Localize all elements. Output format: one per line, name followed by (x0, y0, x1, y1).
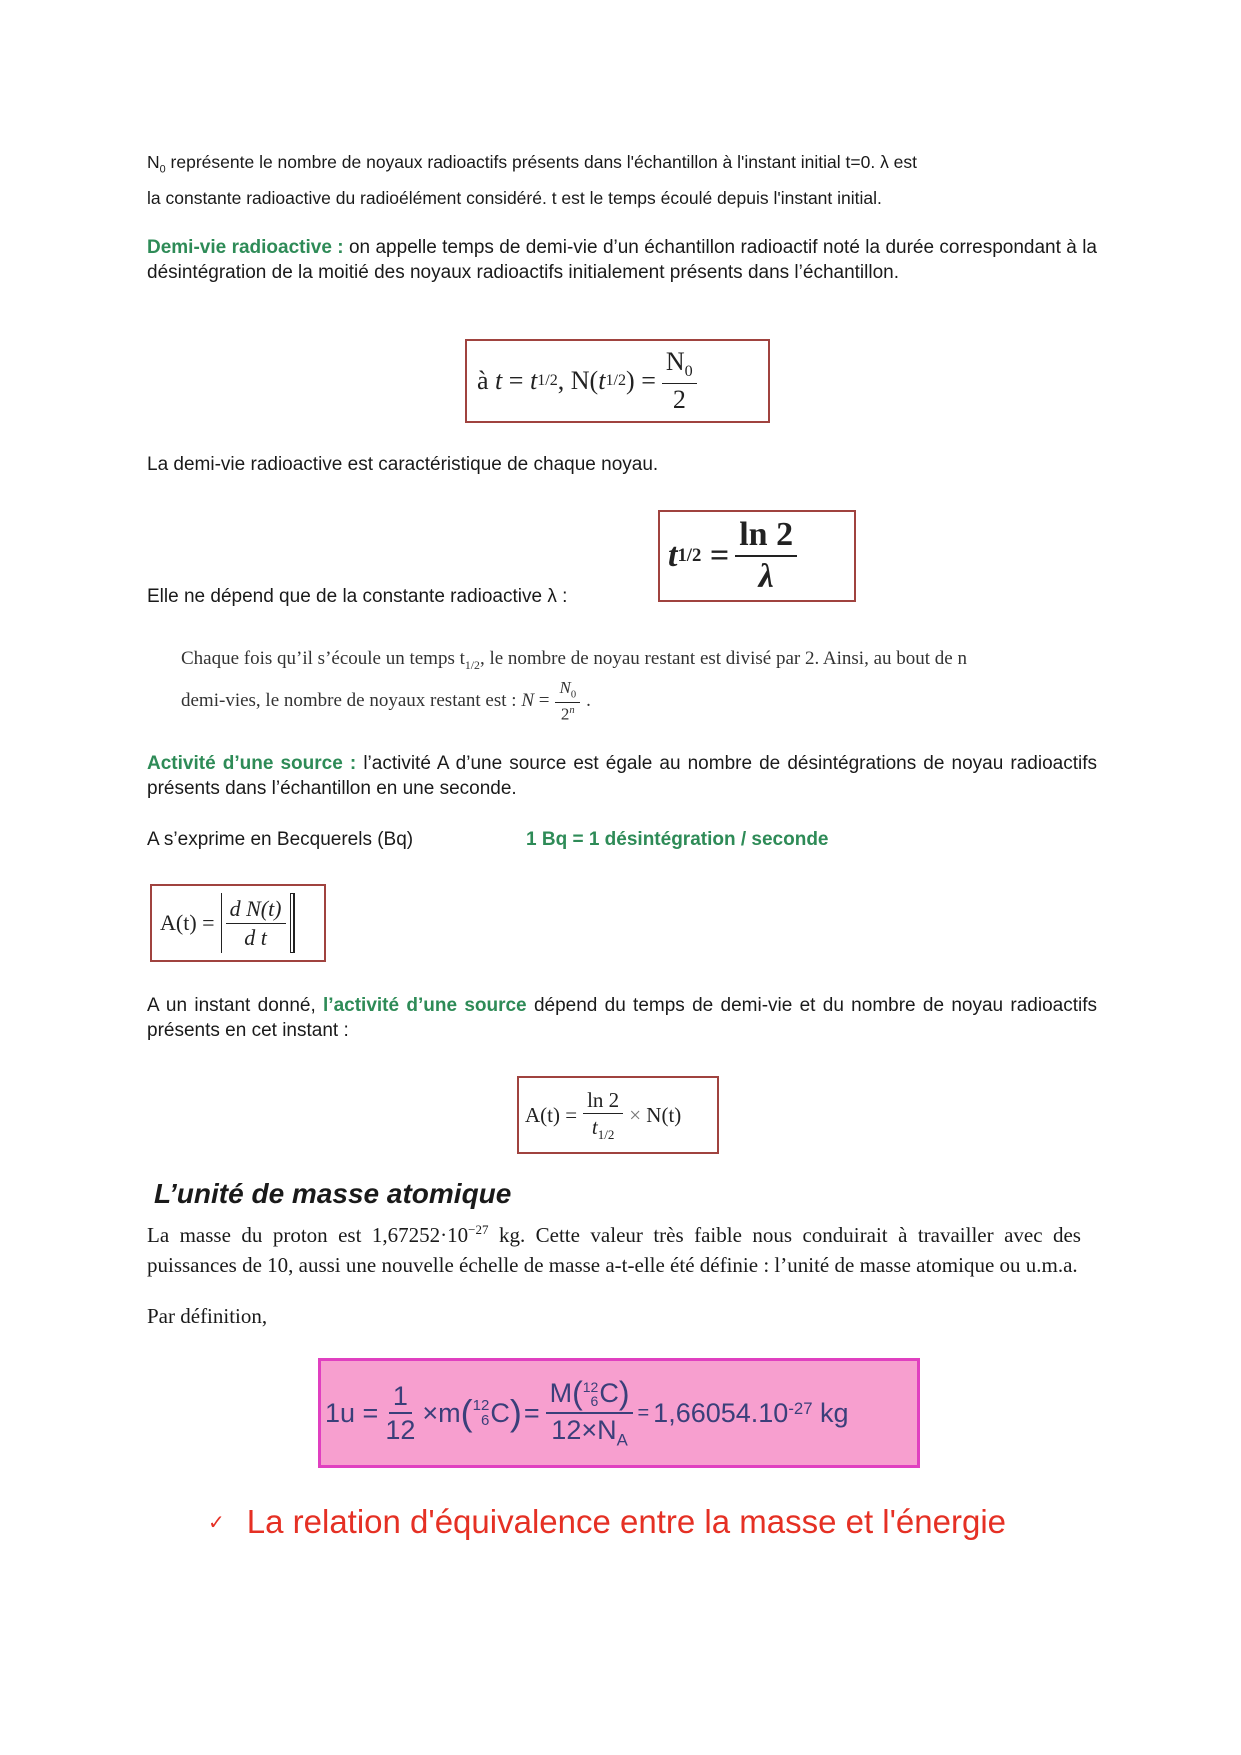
becquerel-def: 1 Bq = 1 désintégration / seconde (526, 829, 829, 850)
check-icon: ✓ (208, 1510, 225, 1534)
uma-para-rest: kg. Cette valeur très faible nous conduirait à travailler avec des puissances de 10, aussi une nouvelle échelle de masse a-t-elle été définie : l’unité de masse atomique ou u.m.a. (147, 1223, 1081, 1277)
activite-paragraph (147, 751, 1097, 801)
demi-vie-label: Demi-vie radioactive : (147, 237, 344, 258)
f5-f2-iso-el: C (599, 1378, 619, 1409)
intro-line-1 (147, 148, 1097, 184)
depend-lambda-text: Elle ne dépend que de la constante radioactive λ : (147, 586, 568, 607)
f5-isotope-1-close: ) (509, 1392, 522, 1433)
f5-f2-den-sub: A (616, 1430, 628, 1450)
demi-vie-paragraph (147, 235, 1097, 285)
f5-value-sup: -27 (788, 1399, 813, 1418)
f1-comma: , (557, 366, 565, 395)
f1-eq2: = (641, 366, 656, 395)
chaque-fois-line-2 (181, 679, 1181, 724)
f5-isotope-1: ( (460, 1392, 473, 1433)
f5-f2-scripts (583, 1380, 599, 1408)
f1-N: N( (570, 366, 599, 395)
f4-den-sub: 1/2 (597, 1126, 615, 1142)
f4-times: × (629, 1102, 642, 1127)
f4-fraction (583, 1089, 623, 1142)
f5-iso-el: C (490, 1397, 510, 1428)
f4-num: ln 2 (583, 1089, 623, 1114)
f5-eq2: = (637, 1401, 650, 1424)
f1-prefix: à (477, 366, 489, 395)
intro-block (147, 148, 1097, 212)
f5-f2-iso-mass: 12 (582, 1378, 599, 1395)
f2-eq: = (709, 537, 730, 574)
f5-f1-den: 12 (385, 1415, 416, 1445)
cf-den: 2 (560, 704, 570, 724)
instant-highlight: l’activité d’une source (323, 995, 527, 1016)
f1-t: t (495, 366, 503, 395)
f5-f2-num (546, 1374, 634, 1415)
cf-N: N (521, 690, 535, 712)
uma-para-a: La masse du proton est 1,67252·10 (147, 1223, 469, 1247)
f1-Nt12-sub: 1/2 (605, 372, 627, 389)
f1-num-sub: 0 (684, 363, 693, 381)
activite-label: Activité d’une source : (147, 753, 357, 774)
cf-line1-a: Chaque fois qu’il s’écoule un temps t (181, 648, 465, 669)
relation-text: La relation d'équivalence entre la masse et l'énergie (246, 1503, 1007, 1540)
f5-f2-den: 12×N (551, 1415, 617, 1446)
f1-num: N (665, 347, 685, 377)
intro-line-2: la constante radioactive du radioélément considéré. t est le temps écoulé depuis l'instant initial. (147, 187, 882, 208)
f5-isotope-1-scripts (473, 1398, 490, 1428)
f4-lhs: A(t) = (525, 1102, 578, 1127)
activity-formula (517, 1076, 719, 1154)
f1-eq: = (508, 366, 524, 395)
n0-subscript: 0 (159, 163, 166, 176)
f2-fraction (735, 517, 797, 594)
half-life-formula (465, 339, 770, 423)
cf-fraction (555, 679, 580, 724)
cf-line2: demi-vies, le nombre de noyaux restant est : (181, 690, 517, 712)
cf-den-sup: n (569, 705, 575, 717)
f1-den: 2 (672, 385, 686, 415)
f5-lhs: 1u = (325, 1397, 379, 1428)
cf-line1-b: , le nombre de noyau restant est divisé par 2. Ainsi, au bout de n (479, 648, 967, 669)
uma-heading: L’unité de masse atomique (154, 1178, 512, 1209)
f5-unit: kg (820, 1397, 849, 1428)
cf-num-sub: 0 (570, 689, 577, 701)
demi-vie-text: on appelle temps de demi-vie d’un échantillon radioactif noté la durée correspondant à la désintégration de la moitié des noyaux radioactifs initialement présents dans l’échantillon. (147, 237, 1097, 283)
chaque-fois-block (181, 648, 1181, 724)
f3-den: d t (244, 924, 267, 950)
f5-iso-z: 6 (480, 1412, 490, 1429)
f5-f2-paren-open: ( (572, 1374, 583, 1411)
f5-iso-mass: 12 (472, 1397, 490, 1414)
f2-t: t (668, 537, 678, 574)
f3-fraction (226, 897, 286, 948)
intro-text-1: représente le nombre de noyaux radioactifs présents dans l'échantillon à l'instant initial t=0. λ est (170, 152, 918, 172)
uma-paragraph (147, 1215, 1081, 1280)
f5-f1-num: 1 (389, 1382, 412, 1414)
n0-symbol: N (147, 152, 160, 172)
f5-f2-paren-close: ) (618, 1374, 630, 1411)
f1-t12-sub: 1/2 (537, 372, 558, 389)
instant-before: A un instant donné, (147, 995, 316, 1016)
f3-abs (221, 893, 291, 952)
activite-text: l’activité A d’une source est égale au nombre de désintégrations de noyau radioactifs présents dans l’échantillon en une seconde. (147, 753, 1097, 799)
half-life-lambda-formula (658, 510, 856, 602)
cf-num: N (559, 677, 571, 697)
cf-dot: . (586, 690, 591, 712)
f5-f2-iso-z: 6 (590, 1392, 599, 1409)
f2-num: ln 2 (735, 517, 797, 557)
f2-den: λ (758, 558, 774, 595)
f5-f2-M: M (549, 1378, 573, 1409)
cf-eq: = (538, 690, 550, 712)
f3-lhs: A(t) = (160, 910, 215, 935)
f4-rhs: N(t) (646, 1102, 682, 1127)
f2-t-sub: 1/2 (677, 545, 702, 566)
f1-Nt12: t (598, 366, 606, 395)
relation-heading (208, 1503, 1006, 1541)
f1-fraction (662, 348, 697, 413)
instant-paragraph (147, 993, 1097, 1043)
activity-derivative-formula (150, 884, 326, 962)
f5-times-m: ×m (422, 1397, 461, 1428)
caracteristique-text: La demi-vie radioactive est caractéristique de chaque noyau. (147, 454, 659, 475)
f5-fraction-2 (546, 1374, 634, 1450)
uma-formula (318, 1358, 920, 1468)
uma-para-sup: −27 (468, 1222, 489, 1237)
becquerel-text: A s’exprime en Becquerels (Bq) (147, 829, 414, 850)
f4-den: t (591, 1114, 598, 1139)
instant-after: dépend du temps de demi-vie et du nombre de noyau radioactifs présents en cet instant : (147, 995, 1097, 1041)
f1-close: ) (626, 366, 635, 395)
f3-num: d N(t) (226, 897, 286, 923)
f1-t12: t (529, 366, 538, 395)
f5-value: 1,66054.10 (653, 1397, 789, 1428)
uma-par-def: Par définition, (147, 1304, 268, 1328)
f5-eq: = (523, 1397, 540, 1428)
f5-fraction-1 (381, 1382, 419, 1445)
cf-line1-sub: 1/2 (464, 658, 480, 672)
chaque-fois-line-1 (181, 648, 1181, 673)
